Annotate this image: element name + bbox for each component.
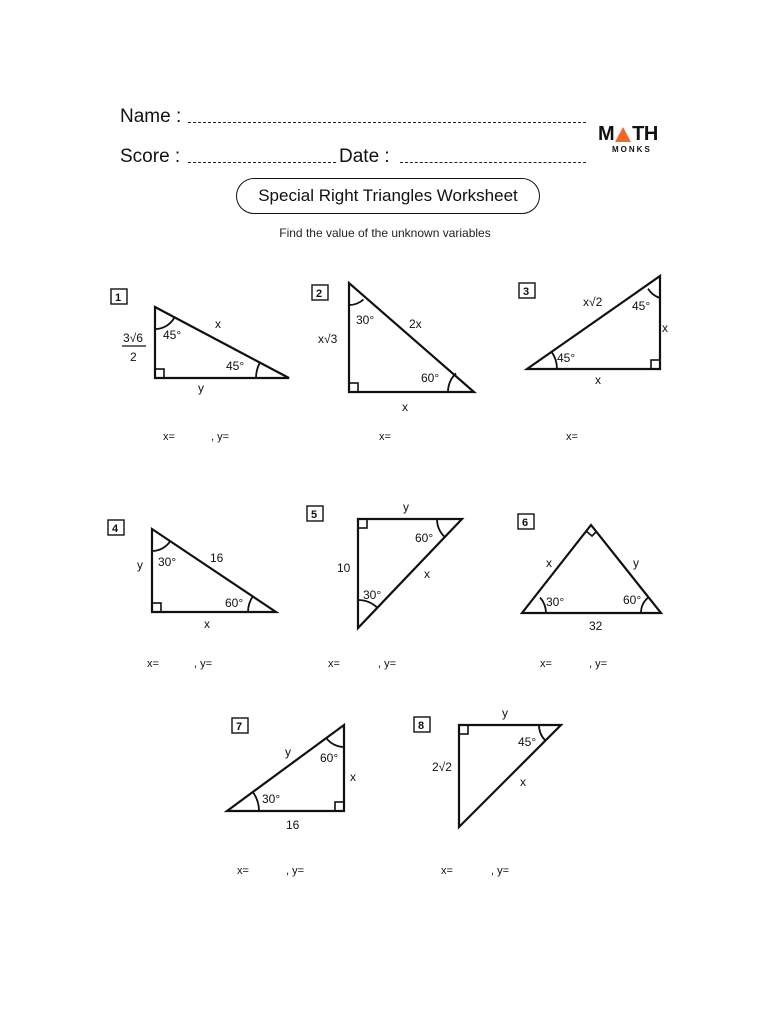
answer-y-label: , y= (286, 865, 305, 877)
logo-letters-th: TH (632, 123, 658, 145)
problem-number: 6 (522, 517, 529, 529)
answer-y-label: , y= (378, 658, 397, 670)
side-label: y (285, 745, 291, 759)
angle-label: 45° (518, 735, 537, 749)
answer-y-label: , y= (211, 431, 230, 443)
side-label: x√3 (318, 332, 338, 346)
angle-label: 30° (356, 313, 375, 327)
worksheet-title-text: Special Right Triangles Worksheet (258, 186, 518, 205)
angle-arc (248, 597, 253, 613)
score-label: Score : (120, 146, 181, 167)
triangle-3 (527, 276, 660, 369)
right-angle-mark (586, 531, 597, 536)
angle-arc (152, 541, 170, 551)
angle-label: 45° (632, 299, 651, 313)
problem-number: 3 (523, 286, 530, 298)
side-label: 16 (210, 551, 224, 565)
angle-label: 60° (415, 531, 434, 545)
side-label: y (403, 500, 409, 514)
triangle-2 (349, 283, 474, 392)
instructions: Find the value of the unknown variables (279, 226, 491, 240)
answer-x-label: x= (163, 431, 175, 443)
angle-label: 30° (546, 595, 565, 609)
triangle-5 (358, 519, 462, 628)
answer-x-label: x= (379, 431, 391, 443)
answer-y-label: , y= (194, 658, 213, 670)
side-label: x (424, 567, 430, 581)
side-label: x (204, 617, 210, 631)
side-label: 32 (589, 619, 603, 633)
answer-x-label: x= (237, 865, 249, 877)
triangle-4 (152, 529, 276, 612)
problem-number: 7 (236, 721, 243, 733)
side-label: y (633, 556, 639, 570)
angle-arc (539, 725, 545, 741)
right-angle-mark (335, 802, 344, 811)
answer-y-label: , y= (589, 658, 608, 670)
angle-arc (253, 792, 259, 811)
problem-number: 5 (311, 509, 318, 521)
side-label: 16 (286, 818, 300, 832)
right-angle-mark (152, 603, 161, 612)
side-label: x (350, 770, 356, 784)
angle-label: 45° (163, 328, 182, 342)
right-angle-mark (651, 360, 660, 369)
problem-5 (307, 506, 462, 628)
angle-label: 45° (226, 359, 245, 373)
problem-number: 1 (115, 292, 122, 304)
answer-x-label: x= (566, 431, 578, 443)
angle-arc (648, 289, 660, 298)
angle-arc (437, 519, 445, 537)
side-label: 2√2 (432, 760, 452, 774)
logo-letter-m: M (598, 123, 615, 145)
right-angle-mark (349, 383, 358, 392)
answer-y-label: , y= (491, 865, 510, 877)
problem-3 (519, 276, 660, 369)
side-label: x√2 (583, 295, 603, 309)
side-label: y (502, 706, 508, 720)
side-label: x (546, 556, 552, 570)
answer-x-label: x= (147, 658, 159, 670)
side-label: y (137, 558, 143, 572)
answer-x-label: x= (328, 658, 340, 670)
right-angle-mark (459, 725, 468, 734)
angle-label: 30° (363, 588, 382, 602)
angle-label: 45° (557, 351, 576, 365)
side-label: x (520, 775, 526, 789)
answer-x-label: x= (441, 865, 453, 877)
side-label: x (662, 321, 668, 335)
side-label: x (215, 317, 221, 331)
angle-arc (256, 363, 260, 378)
side-label: 3√6 (123, 331, 143, 345)
angle-label: 60° (421, 371, 440, 385)
problem-4 (108, 520, 276, 612)
logo-monks-text: MONKS (612, 145, 652, 154)
side-label: x (595, 373, 601, 387)
answer-x-label: x= (540, 658, 552, 670)
side-label: x (402, 400, 408, 414)
angle-label: 60° (225, 596, 244, 610)
problem-number: 4 (112, 523, 119, 535)
name-label: Name : (120, 106, 182, 127)
angle-label: 30° (158, 555, 177, 569)
angle-arc (326, 738, 344, 747)
side-label: 2 (130, 350, 137, 364)
side-label: 2x (409, 317, 422, 331)
problem-number: 2 (316, 288, 323, 300)
side-label: y (198, 381, 204, 395)
problem-number: 8 (418, 720, 425, 732)
date-label: Date : (339, 146, 390, 167)
right-angle-mark (358, 519, 367, 528)
angle-label: 60° (320, 751, 339, 765)
angle-label: 60° (623, 593, 642, 607)
angle-arc (349, 300, 364, 306)
right-angle-mark (155, 369, 164, 378)
angle-arc (641, 597, 649, 613)
side-label: 10 (337, 561, 351, 575)
angle-label: 30° (262, 792, 281, 806)
